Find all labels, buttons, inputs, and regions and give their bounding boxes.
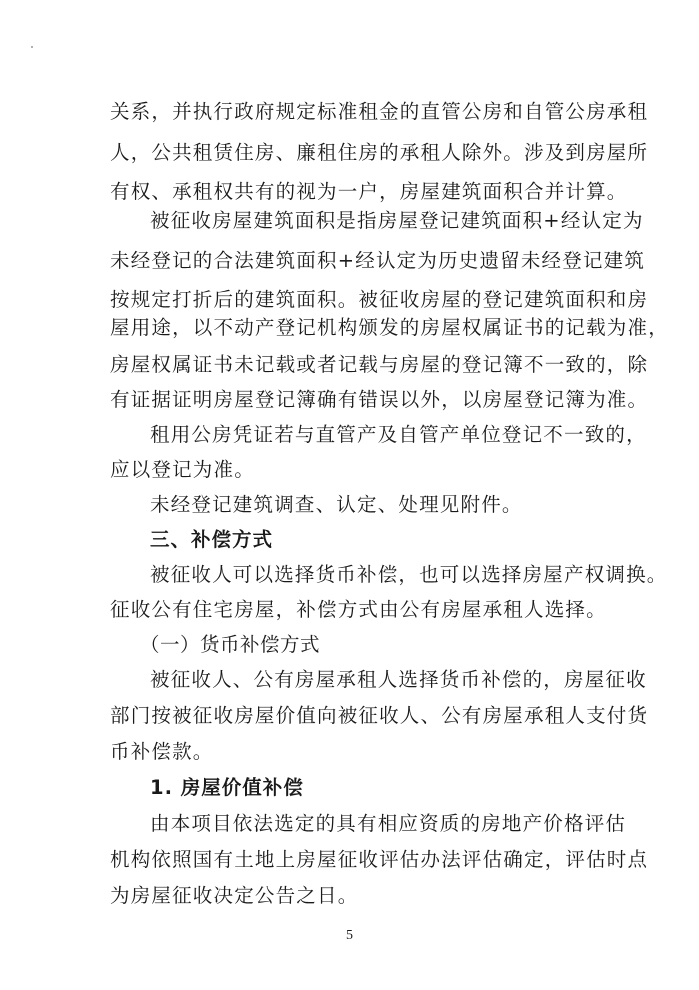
paragraph-first-line: 由本项目依法选定的具有相应资质的房地产价格评估 bbox=[150, 812, 627, 835]
paragraph-first-line: 被征收人、公有房屋承租人选择货币补偿的，房屋征收 bbox=[150, 668, 647, 691]
text-line: 人，公共租赁住房、廉租住房的承租人除外。涉及到房屋所 bbox=[110, 141, 649, 164]
text-line: 机构依照国有土地上房屋征收评估办法评估确定，评估时点 bbox=[110, 848, 649, 871]
paragraph-first-line: 租用公房凭证若与直管产及自管产单位登记不一致的， bbox=[150, 423, 647, 446]
paragraph-first-line: 未经登记建筑调查、认定、处理见附件。 bbox=[150, 493, 523, 516]
text-line: 为房屋征收决定公告之日。 bbox=[110, 884, 359, 907]
subsection-heading: （一）货币补偿方式 bbox=[140, 633, 321, 656]
paragraph-first-line: 被征收房屋建筑面积是指房屋登记建筑面积+经认定为 bbox=[150, 209, 644, 232]
item-heading: 1. 房屋价值补偿 bbox=[150, 776, 304, 799]
text-line: 房屋权属证书未记载或者记载与房屋的登记簿不一致的，除 bbox=[110, 353, 649, 376]
section-heading: 三、补偿方式 bbox=[150, 528, 274, 551]
text-line: 未经登记的合法建筑面积+经认定为历史遗留未经登记建筑 bbox=[110, 249, 646, 272]
text-line: 征收公有住宅房屋，补偿方式由公有房屋承租人选择。 bbox=[110, 598, 607, 621]
text-line: 关系，并执行政府规定标准租金的直管公房和自管公房承租 bbox=[110, 100, 649, 123]
paragraph-first-line: 被征收人可以选择货币补偿，也可以选择房屋产权调换。 bbox=[150, 563, 668, 586]
text-line: 部门按被征收房屋价值向被征收人、公有房屋承租人支付货 bbox=[110, 704, 649, 727]
text-line: 按规定打折后的建筑面积。被征收房屋的登记建筑面积和房 bbox=[110, 288, 649, 311]
text-line: 有权、承租权共有的视为一户，房屋建筑面积合并计算。 bbox=[110, 180, 628, 203]
page-number: 5 bbox=[346, 928, 353, 943]
text-line: 有证据证明房屋登记簿确有错误以外，以房屋登记簿为准。 bbox=[110, 388, 649, 411]
text-line: 币补偿款。 bbox=[110, 740, 214, 763]
text-line: 应以登记为准。 bbox=[110, 458, 255, 481]
scan-speck bbox=[31, 46, 33, 48]
text-line: 屋用途，以不动产登记机构颁发的房屋权属证书的记载为准， bbox=[110, 316, 669, 339]
